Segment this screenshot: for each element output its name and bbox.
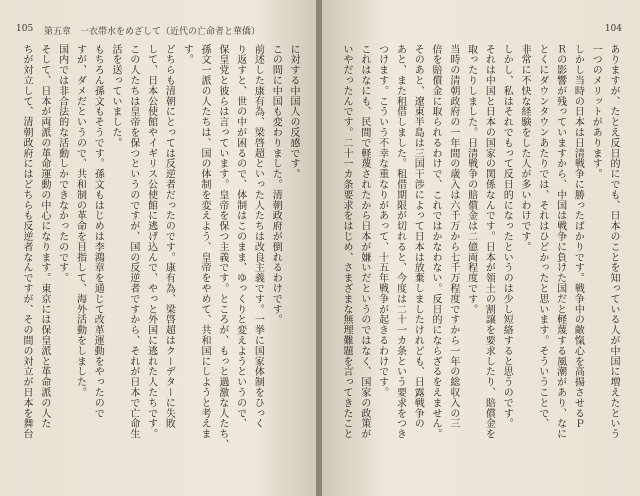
text-line: 倍を賠償金に取られるわけで、これではかなわない。反日的にならざるをえません。 bbox=[430, 44, 442, 440]
text-line: この人たちは皇帝を保つというのですが、国の反逆者ですから、それが日本で亡命生 bbox=[127, 44, 139, 440]
right-page-body bbox=[332, 44, 622, 482]
text-line: す。 bbox=[181, 44, 193, 65]
text-line: この間に中国も変わりました。清朝政府が倒れるわけです。 bbox=[270, 44, 282, 325]
text-line: 非常に不快な経験をした人が多いわけです。 bbox=[519, 44, 531, 252]
left-page-number: 105 bbox=[16, 24, 34, 34]
text-line: ありますが、たとえ反日的にでも、日本のことを知っている人が中国に増えたという bbox=[608, 44, 619, 440]
left-page-body bbox=[22, 44, 302, 482]
left-page bbox=[0, 0, 318, 496]
text-line: いやだったんです。二十一カ条要求をはじめ、さまざまな無理難題を言ってきたこと bbox=[341, 44, 353, 440]
text-line: そのあと、遼東半島は三国干渉によって日本は放棄しましたけれども、日露戦争の bbox=[412, 44, 424, 429]
text-line: それは中国と日本の国家の関係なんです。日本が領土の割譲を要求したり、賠償金を bbox=[483, 44, 495, 440]
text-line: すが、ダメだというので、共和制の革命を目指して、海外活動をしました。 bbox=[74, 44, 86, 398]
text-line: り返すと、世の中が困るので、体制はこのまま、ゆっくりと変えようというので、 bbox=[234, 44, 246, 429]
text-line: 一つのメリットがあります。 bbox=[590, 44, 602, 180]
text-line: 孫文一派の人たちは、国の体制を変えよう、皇帝をやめて、共和国にしようと考えま bbox=[199, 44, 211, 440]
text-line: に対する中国人の反感です。 bbox=[288, 44, 299, 180]
chapter-running-title: 第五章 一衣帯水をめざして（近代の亡命者と華僑） bbox=[44, 27, 261, 37]
text-line: しかし当時の日本は日清戦争に勝ったばかりです。戦争中の敵愾心を高揚させるＰ bbox=[572, 44, 584, 429]
text-line: これはなにも、民間で軽蔑されたから日本が嫌いだというのではなく、国家の政策が bbox=[358, 44, 370, 440]
text-line: そして、日本が両派の革命運動の中心になります。東京には保皇派と革命派の人た bbox=[38, 44, 50, 429]
text-line: 前述した康有為、梁啓超といった人たちは改良主義です。一挙に国家体制をひっく bbox=[252, 44, 264, 429]
text-line: 活を送っていました。 bbox=[110, 44, 122, 148]
text-line: ちが対立して、清朝政府にはどちらも反逆者なんですが、その間の対立が日本を舞台 bbox=[21, 44, 33, 440]
text-line: あと、また租借しました。租借期限が切れると、今度は二十一カ条という要求をつき bbox=[394, 44, 406, 440]
text-line: 保皇党と彼らは言っています。皇帝を保つ主義です。ところが、もっと過激な人たち、 bbox=[216, 44, 228, 450]
text-line: して、日本公使館やイギリス公使館に逃げ込んで、やっと外国に逃れた人たちです。 bbox=[145, 44, 157, 440]
text-line: つけます。こういう不幸な重なりがあって、十五年戦争が起きるわけです。 bbox=[376, 44, 388, 398]
text-line: 当時の清朝政府の一年間の歳入は六千万から七千万程度ですから一年の総収入の三 bbox=[447, 44, 459, 429]
text-line: 取ったりしました。日清戦争の賠償金は二億両程度です。 bbox=[465, 44, 477, 315]
text-line: しかし、私はそれでもって反日的になったというのは少し短絡すると思うのです。 bbox=[501, 44, 513, 429]
right-page-number: 104 bbox=[604, 24, 622, 34]
text-line: もちろん孫文もそうです。孫文もはじめは李鴻章を通じて改革運動をやったので bbox=[92, 44, 104, 419]
text-line: Ｒの影響が残っていますから、中国は戦争に負けた国だと軽蔑する風潮があり、なに bbox=[554, 44, 566, 440]
text-line: とくにダウンタウンあたりでは、それはひどかったと思います。そういうことで、 bbox=[536, 44, 548, 429]
text-line: どちらも清朝にとっては反逆者だったのです。康有為、梁啓超はクーデターに失敗 bbox=[163, 44, 175, 429]
text-line: 国内では非合法的な活動しかできなかったのです。 bbox=[56, 44, 68, 284]
right-page bbox=[322, 0, 640, 496]
